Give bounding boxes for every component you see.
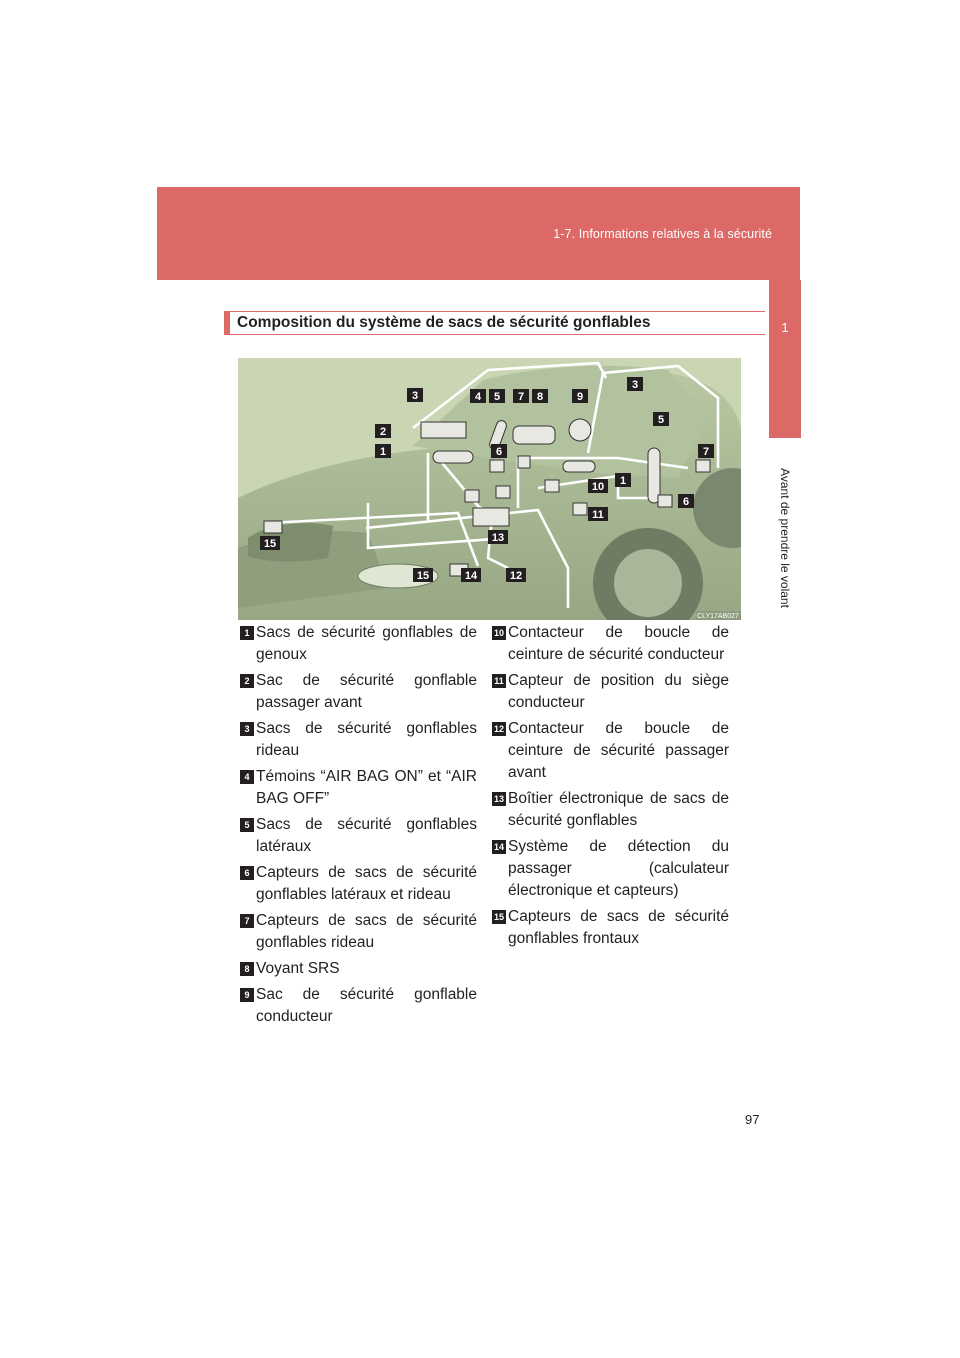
- svg-text:1: 1: [619, 475, 627, 487]
- legend-text: Sacs de sécurité gonflables de genoux: [256, 624, 477, 663]
- chapter-number-label: 1: [781, 320, 789, 335]
- side-sensor-front: [490, 460, 504, 472]
- legend-number: 11: [492, 674, 506, 688]
- legend-text: Capteur de position du siège conducteur: [508, 672, 729, 711]
- legend-number: 8: [240, 962, 254, 976]
- figure-code: CLY17AB027: [697, 613, 739, 620]
- legend-item: [492, 788, 729, 832]
- legend-number: 9: [240, 988, 254, 1002]
- legend-text: Sacs de sécurité gonflables rideau: [256, 720, 477, 759]
- svg-text:15: 15: [416, 570, 430, 582]
- legend-item: [240, 958, 477, 980]
- svg-text:3: 3: [631, 379, 639, 391]
- callout-15b: [260, 536, 280, 550]
- svg-text:6: 6: [682, 496, 690, 508]
- legend-item: [492, 836, 729, 902]
- legend-text: Sac de sécurité gonflable passager avant: [256, 672, 477, 711]
- wheel-rim: [614, 549, 682, 617]
- legend-text: Capteurs de sacs de sécurité gonflables rideau: [256, 912, 477, 951]
- curtain-sensor: [696, 460, 710, 472]
- car-illustration: [238, 358, 741, 620]
- callout-6: [491, 444, 507, 458]
- legend-text: Témoins “AIR BAG ON” et “AIR BAG OFF”: [256, 768, 477, 807]
- legend-left: [240, 622, 477, 1032]
- callout-1b: [615, 473, 631, 487]
- svg-text:13: 13: [491, 532, 505, 544]
- callout-7: [513, 389, 529, 403]
- legend-item: [240, 718, 477, 762]
- legend-text: Contacteur de boucle de ceinture de sécurité passager avant: [508, 720, 729, 781]
- legend-text: Système de détection du passager (calculateur électronique et capteurs): [508, 838, 729, 899]
- callout-14: [461, 568, 481, 582]
- airbag-system-figure: [238, 358, 741, 620]
- passenger-airbag: [421, 422, 466, 438]
- legend-item: [240, 766, 477, 810]
- front-sensor-left: [264, 521, 282, 533]
- legend-item: [240, 984, 477, 1028]
- svg-text:3: 3: [411, 390, 419, 402]
- section-header: 1-7. Informations relatives à la sécurité: [553, 227, 772, 241]
- section-title-bar: [224, 311, 765, 335]
- legend-item: [240, 910, 477, 954]
- legend-number: 12: [493, 724, 504, 734]
- legend-number: 14: [493, 842, 504, 852]
- svg-text:12: 12: [509, 570, 523, 582]
- legend-number: 2: [240, 674, 254, 688]
- svg-text:4: 4: [474, 391, 482, 403]
- legend-text: Capteurs de sacs de sécurité gonflables frontaux: [508, 908, 729, 947]
- legend-item: [240, 862, 477, 906]
- svg-text:2: 2: [379, 426, 387, 438]
- svg-text:8: 8: [536, 391, 544, 403]
- steering-airbag: [513, 426, 555, 444]
- svg-text:11: 11: [592, 509, 604, 521]
- legend-right: [492, 622, 729, 954]
- legend-text: Contacteur de boucle de ceinture de sécurité conducteur: [508, 624, 729, 663]
- knee-airbag-passenger: [433, 451, 473, 463]
- callout-9: [572, 389, 588, 403]
- legend-text: Sac de sécurité gonflable conducteur: [256, 986, 477, 1025]
- svg-text:7: 7: [702, 446, 710, 458]
- legend-item: [492, 670, 729, 714]
- svg-text:5: 5: [493, 391, 501, 403]
- legend-item: [240, 670, 477, 714]
- buckle-switch: [465, 490, 479, 502]
- seat-position-sensor: [573, 503, 587, 515]
- callout-2: [375, 424, 391, 438]
- passenger-buckle: [496, 486, 510, 498]
- legend-text: Boîtier électronique de sacs de sécurité gonflables: [508, 790, 729, 829]
- callout-7b: [698, 444, 714, 458]
- legend-item: [492, 622, 729, 666]
- callout-5: [489, 389, 505, 403]
- section-title: Composition du système de sacs de sécurité gonflables: [237, 314, 651, 331]
- callout-11: [588, 507, 608, 521]
- knee-airbag-driver: [563, 461, 595, 472]
- legend-text: Capteurs de sacs de sécurité gonflables latéraux et rideau: [256, 864, 477, 903]
- callout-13: [488, 530, 508, 544]
- svg-text:6: 6: [495, 446, 503, 458]
- legend-number: 7: [240, 914, 254, 928]
- callout-10: [588, 479, 608, 493]
- svg-text:7: 7: [517, 391, 525, 403]
- legend-number: 6: [240, 866, 254, 880]
- callout-4: [470, 389, 486, 403]
- legend-item: [492, 718, 729, 784]
- svg-text:5: 5: [657, 414, 665, 426]
- callout-3b: [627, 377, 643, 391]
- svg-text:14: 14: [464, 570, 478, 582]
- driver-airbag: [569, 419, 591, 441]
- callout-1: [375, 444, 391, 458]
- legend-item: [492, 906, 729, 950]
- legend-item: [240, 622, 477, 666]
- svg-text:9: 9: [576, 391, 584, 403]
- chapter-title: Avant de prendre le volant: [778, 468, 792, 608]
- legend-text: Voyant SRS: [256, 960, 340, 977]
- legend-number: 15: [493, 912, 504, 922]
- driver-buckle: [545, 480, 559, 492]
- callout-3: [407, 388, 423, 402]
- callout-12: [506, 568, 526, 582]
- legend-number: 10: [493, 628, 504, 638]
- legend-number: 1: [240, 626, 254, 640]
- legend-item: [240, 814, 477, 858]
- svg-text:15: 15: [263, 538, 277, 550]
- header-band: [157, 187, 800, 280]
- legend-number: 4: [240, 770, 254, 784]
- svg-text:10: 10: [591, 481, 605, 493]
- legend-number: 5: [240, 818, 254, 832]
- legend-text: Sacs de sécurité gonflables latéraux: [256, 816, 477, 855]
- callout-8: [532, 389, 548, 403]
- callout-5b: [653, 412, 669, 426]
- legend-number: 13: [493, 794, 504, 804]
- curtain-sensor-front: [518, 456, 530, 468]
- chapter-number: [769, 280, 801, 438]
- svg-text:1: 1: [379, 446, 387, 458]
- airbag-ecu: [473, 508, 509, 526]
- page-number: 97: [745, 1112, 760, 1127]
- callout-15a: [413, 568, 433, 582]
- side-sensor: [658, 495, 672, 507]
- callout-6b: [678, 494, 694, 508]
- legend-number: 3: [240, 722, 254, 736]
